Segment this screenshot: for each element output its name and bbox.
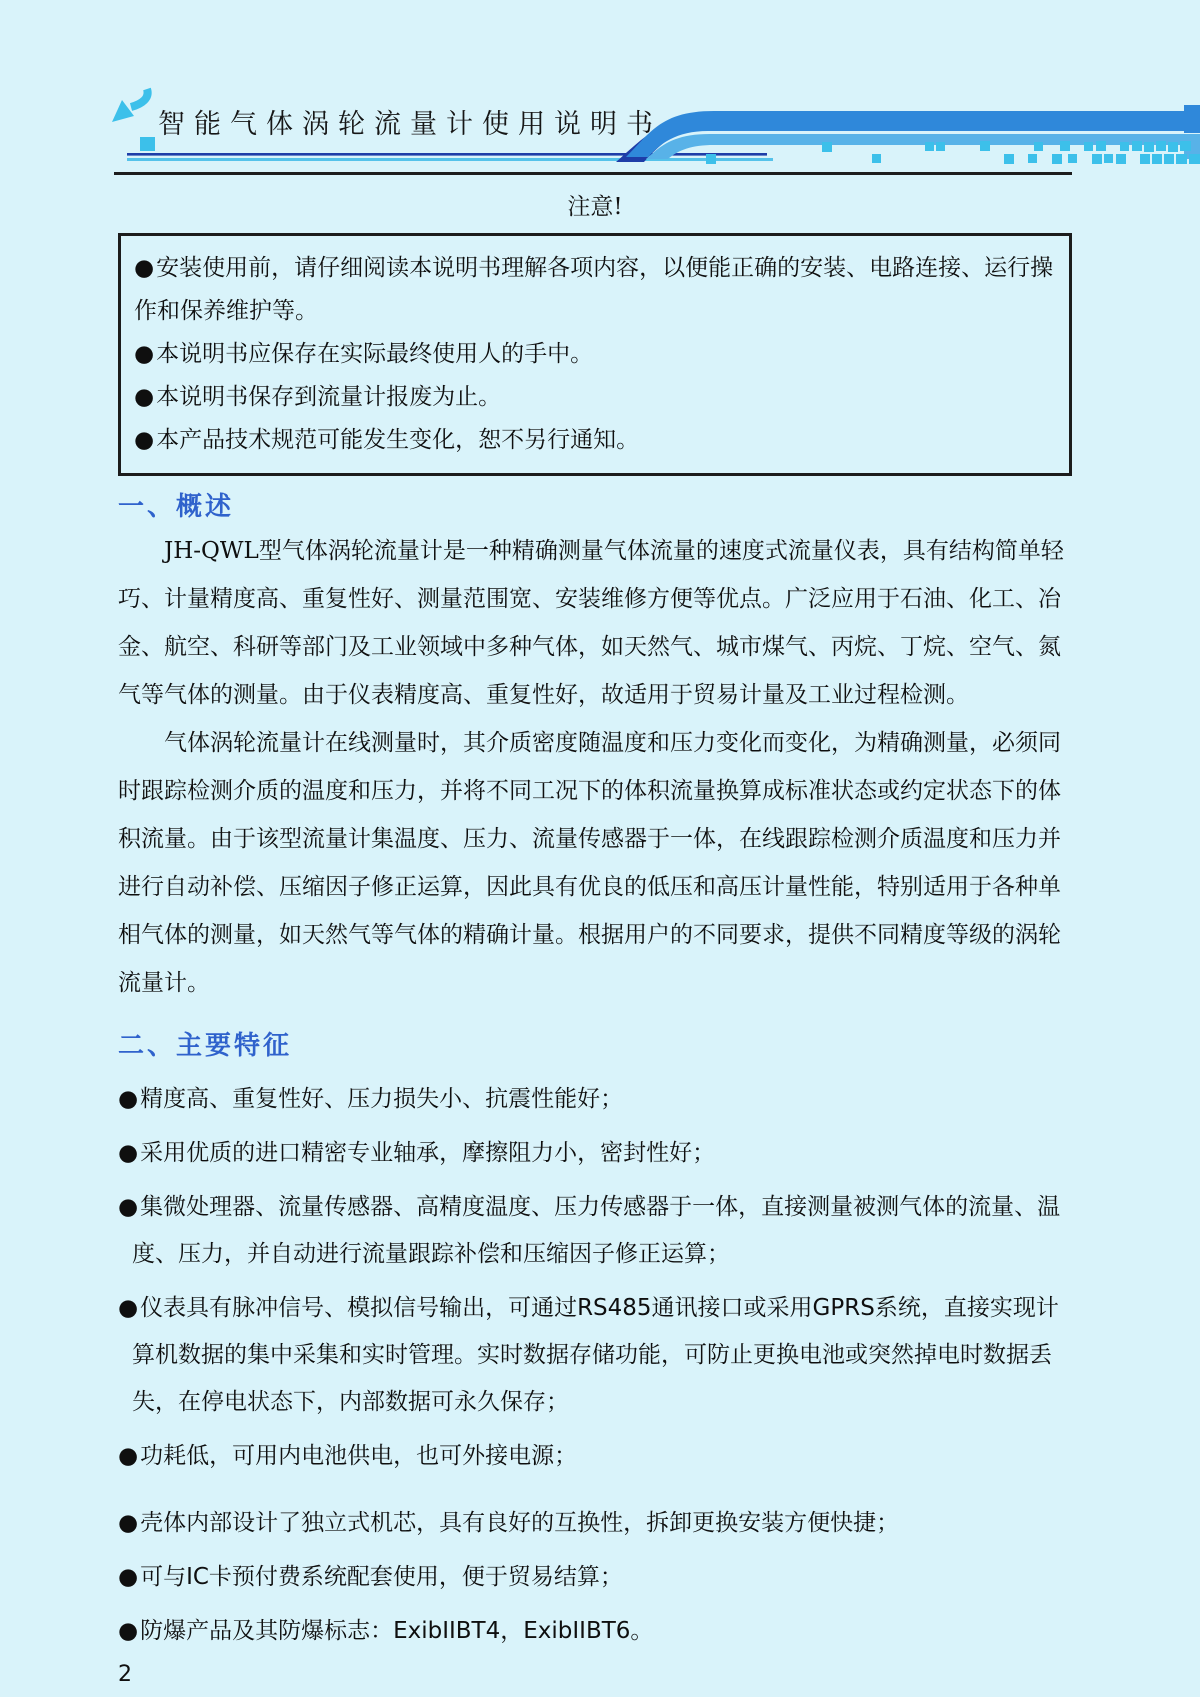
notice-title: 注意! [567,194,623,220]
feature-item-text: 采用优质的进口精密专业轴承，摩擦阻力小，密封性好； [140,1140,716,1166]
section-heading-overview: 一、概述 [118,492,235,522]
feature-item-text: 集微处理器、流量传感器、高精度温度、压力传感器于一体，直接测量被测气体的流量、温度、压力，并自动进行流量跟踪补偿和压缩因子修正运算； [132,1194,1061,1267]
notice-item [134,419,1056,462]
notice-item [134,247,1056,333]
bullet-icon: ● [134,427,155,453]
overview-paragraph: JH-QWL型气体涡轮流量计是一种精确测量气体流量的速度式流量仪表，具有结构简单轻巧、计量精度高、重复性好、测量范围宽、安装维修方便等优点。广泛应用于石油、化工、冶金、航空、科研等部门及工业领域中多种气体，如天然气、城市煤气、丙烷、丁烷、空气、氮气等气体的测量。由于仪表精度高、重复性好，故适用于贸易计量及工业过程检测。 [118,538,1064,708]
notice-item-text: 本说明书应保存在实际最终使用人的手中。 [156,341,594,367]
bullet-icon: ● [118,1443,139,1469]
bullet-icon: ● [118,1510,139,1536]
feature-item [118,1433,1072,1480]
page-header [0,0,1200,178]
feature-item-text: 可与IC卡预付费系统配套使用，便于贸易结算； [140,1564,623,1590]
bullet-icon: ● [118,1194,139,1220]
notice-item-text: 本说明书保存到流量计报废为止。 [156,384,502,410]
bullet-icon: ● [134,341,155,367]
feature-item-text: 防爆产品及其防爆标志：ExibIIBT4，ExibIIBT6。 [140,1618,654,1644]
feature-item [118,1130,1072,1177]
overview-paragraph: 气体涡轮流量计在线测量时，其介质密度随温度和压力变化而变化，为精确测量，必须同时跟踪检测介质的温度和压力，并将不同工况下的体积流量换算成标准状态或约定状态下的体积流量。由于该型流量计集温度、压力、流量传感器于一体，在线跟踪检测介质温度和压力并进行自动补偿、压缩因子修正运算，因此具有优良的低压和高压计量性能，特别适用于各种单相气体的测量，如天然气等气体的精确计量。根据用户的不同要求，提供不同精度等级的涡轮流量计。 [118,730,1061,996]
feature-item [118,1076,1072,1123]
notice-item [134,376,1056,419]
feature-item [118,1285,1072,1426]
notice-item [134,333,1056,376]
feature-item-text: 壳体内部设计了独立式机芯，具有良好的互换性，拆卸更换安装方便快捷； [140,1510,900,1536]
bullet-icon: ● [134,384,155,410]
notice-item-text: 本产品技术规范可能发生变化，恕不另行通知。 [156,427,640,453]
bullet-icon: ● [118,1295,139,1321]
feature-item [118,1500,1072,1547]
page-number: 2 [118,1662,132,1687]
feature-item [118,1184,1072,1278]
notice-item-text: 安装使用前，请仔细阅读本说明书理解各项内容，以便能正确的安装、电路连接、运行操作和保养维护等。 [134,255,1054,324]
accent-square-icon [140,137,155,151]
bullet-icon: ● [118,1086,139,1112]
feature-item-text: 仪表具有脉冲信号、模拟信号输出，可通过RS485通讯接口或采用GPRS系统，直接实现计算机数据的集中采集和实时管理。实时数据存储功能，可防止更换电池或突然掉电时数据丢失，在停电状态下，内部数据可永久保存； [132,1295,1059,1415]
page-title: 智能气体涡轮流量计使用说明书 [158,109,662,140]
header-swoosh-decoration [0,0,1200,178]
bullet-icon: ● [118,1140,139,1166]
notice-box [118,233,1072,476]
section-heading-features: 二、主要特征 [118,1031,293,1061]
content-column [118,188,1072,1687]
feature-item [118,1608,1072,1655]
feature-item [118,1554,1072,1601]
header-rule [114,172,1072,175]
bullet-icon: ● [118,1618,139,1644]
feature-item-text: 精度高、重复性好、压力损失小、抗震性能好； [140,1086,624,1112]
feature-item-text: 功耗低，可用内电池供电，也可外接电源； [140,1443,578,1469]
bullet-icon: ● [134,255,155,281]
arrow-icon [104,86,156,130]
bullet-icon: ● [118,1564,139,1590]
